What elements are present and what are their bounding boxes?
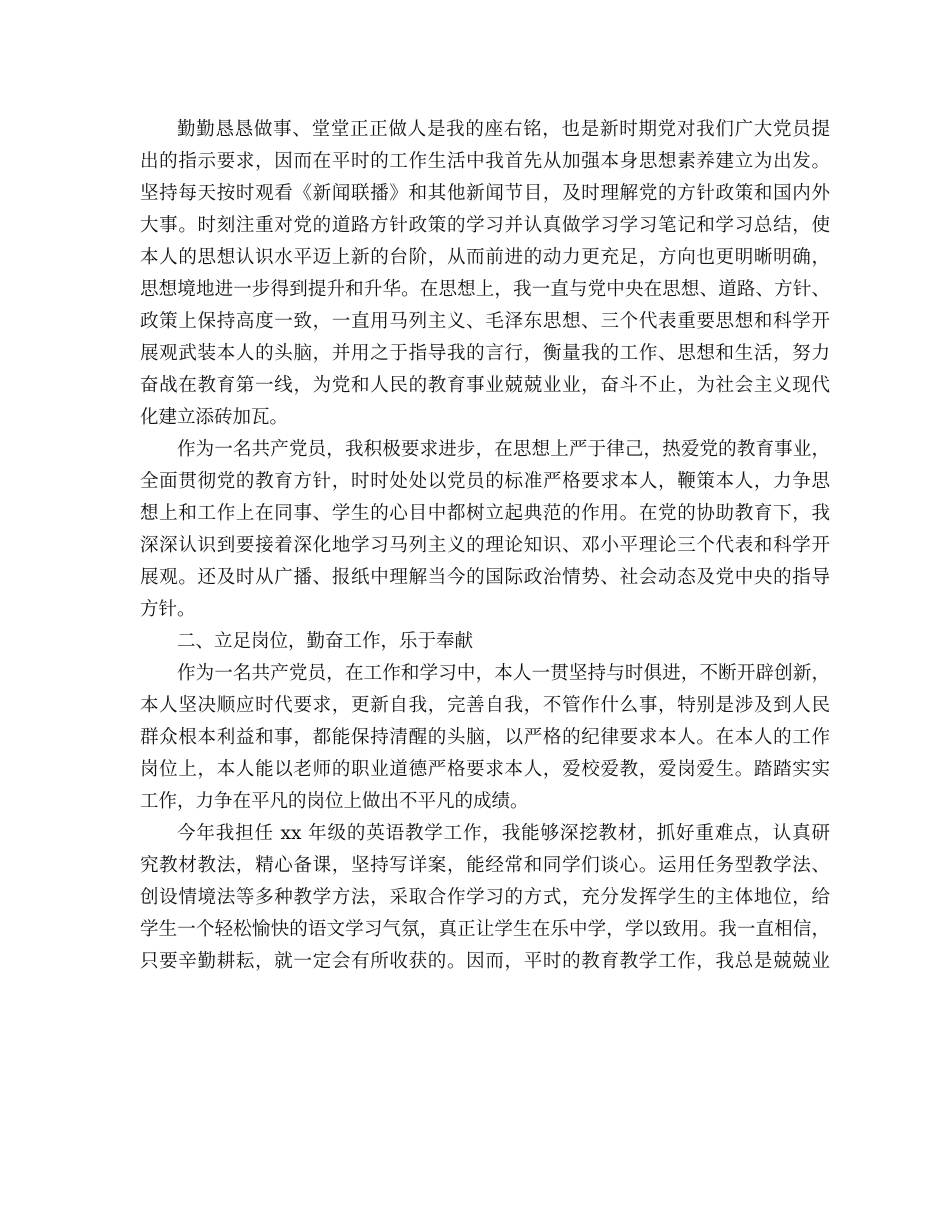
- text-line: 二、立足岗位，勤奋工作，乐于奉献: [177, 631, 474, 652]
- text-line: 本人的思想认识水平迈上新的台阶，从而前进的动力更充足，方向也更明晰明确，: [140, 247, 830, 268]
- text-line: 化建立添砖加瓦。: [140, 407, 289, 428]
- text-line: 只要辛勤耕耘，就一定会有所收获的。因而，平时的教育教学工作，我总是兢兢业: [140, 951, 830, 972]
- text-line: 思想境地进一步得到提升和升华。在思想上，我一直与党中央在思想、道路、方针、: [140, 279, 830, 300]
- text-line: 岗位上，本人能以老师的职业道德严格要求本人，爱校爱教，爱岗爱生。踏踏实实: [140, 759, 830, 780]
- document-body: [140, 114, 830, 978]
- text-line: 政策上保持高度一致，一直用马列主义、毛泽东思想、三个代表重要思想和科学开: [140, 311, 830, 332]
- text-line: 本人坚决顺应时代要求，更新自我，完善自我，不管作什么事，特别是涉及到人民: [140, 695, 830, 716]
- text-line: 全面贯彻党的教育方针，时时处处以党员的标准严格要求本人，鞭策本人，力争思: [140, 471, 830, 492]
- text-line: 群众根本利益和事，都能保持清醒的头脑，以严格的纪律要求本人。在本人的工作: [140, 727, 830, 748]
- text-line: 出的指示要求，因而在平时的工作生活中我首先从加强本身思想素养建立为出发。: [140, 151, 830, 172]
- text-line: 想上和工作上在同事、学生的心目中都树立起典范的作用。在党的协助教育下，我: [140, 503, 830, 524]
- text-line: 展观。还及时从广播、报纸中理解当今的国际政治情势、社会动态及党中央的指导: [140, 567, 830, 588]
- text-line: 勤勤恳恳做事、堂堂正正做人是我的座右铭，也是新时期党对我们广大党员提: [177, 119, 830, 140]
- text-line: 创设情境法等多种教学方法，采取合作学习的方式，充分发挥学生的主体地位，给: [140, 887, 830, 908]
- text-line: 展观武装本人的头脑，并用之于指导我的言行，衡量我的工作、思想和生活，努力: [140, 343, 830, 364]
- text-line: 方针。: [140, 599, 196, 620]
- text-line: 深深认识到要接着深化地学习马列主义的理论知识、邓小平理论三个代表和科学开: [140, 535, 830, 556]
- text-line: 大事。时刻注重对党的道路方针政策的学习并认真做学习学习笔记和学习总结，使: [140, 215, 830, 236]
- text-line: 工作，力争在平凡的岗位上做出不平凡的成绩。: [140, 791, 529, 812]
- text-line: 坚持每天按时观看《新闻联播》和其他新闻节目，及时理解党的方针政策和国内外: [140, 183, 830, 204]
- text-line: 学生一个轻松愉快的语文学习气氛，真正让学生在乐中学，学以致用。我一直相信，: [140, 919, 830, 940]
- text-line: 究教材教法，精心备课，坚持写详案，能经常和同学们谈心。运用任务型教学法、: [140, 855, 830, 876]
- text-line: 作为一名共产党员，我积极要求进步，在思想上严于律己，热爱党的教育事业，: [177, 439, 830, 460]
- text-line: 作为一名共产党员，在工作和学习中，本人一贯坚持与时俱进，不断开辟创新，: [177, 663, 830, 684]
- text-line: 奋战在教育第一线，为党和人民的教育事业兢兢业业，奋斗不止，为社会主义现代: [140, 375, 830, 396]
- text-line: 今年我担任 xx 年级的英语教学工作，我能够深挖教材，抓好重难点，认真研: [177, 823, 830, 844]
